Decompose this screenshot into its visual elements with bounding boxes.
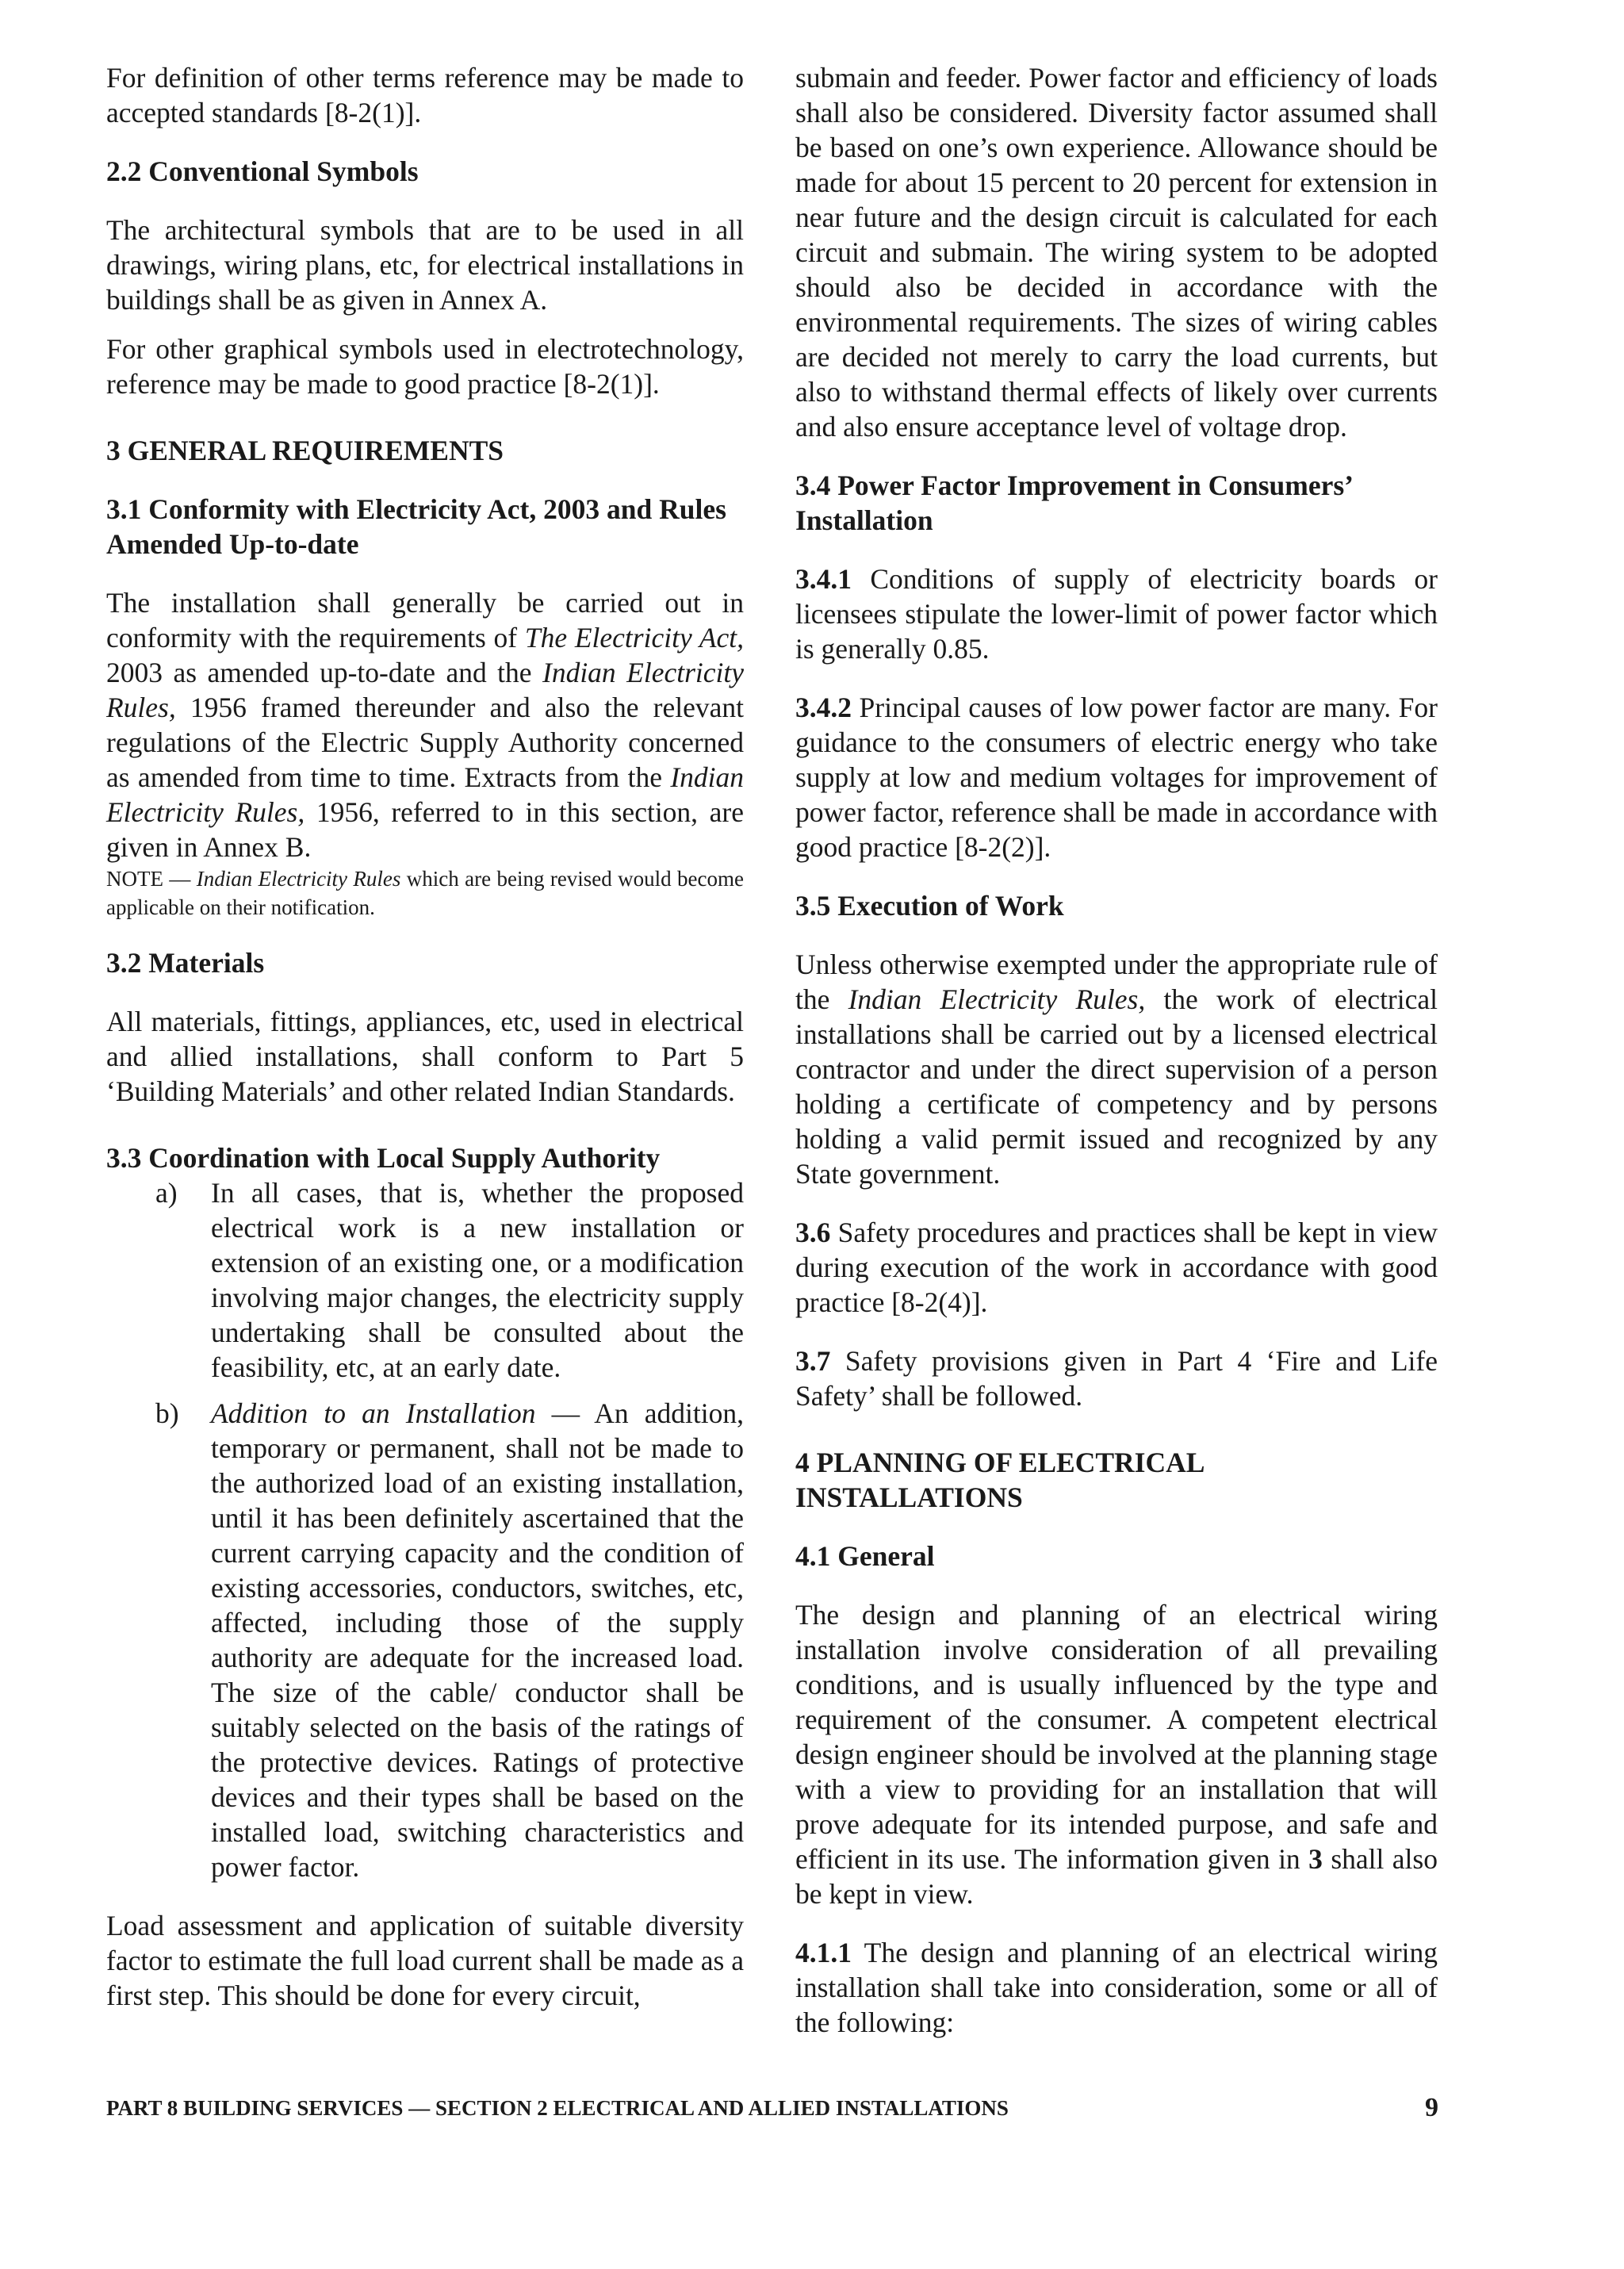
- paragraph-3-7: 3.7 Safety provisions given in Part 4 ‘Fire and Life Safety’ shall be followed.: [795, 1345, 1438, 1412]
- paragraph-graphical-symbols: For other graphical symbols used in electrotechnology, reference may be made to good practice [8-2(1)].: [106, 333, 744, 400]
- heading-3-4: 3.4 Power Factor Improvement in Consumers’ Installation: [795, 470, 1352, 536]
- right-column: [795, 60, 1438, 2040]
- page-footer: [106, 2094, 1438, 2122]
- paragraph-design-planning: The design and planning of an electrical wiring installation involve consideration of all prevailing conditions, and is usually influenced by the type and requirement of the consumer. A competent electrical design engineer should be involved at the planning stage with a view to providing for an installation that will prove adequate for its intended purpose, and safe and efficient in its use. The information given in 3 shall also be kept in view.: [795, 1599, 1438, 1910]
- heading-2-2: 2.2 Conventional Symbols: [106, 155, 419, 187]
- heading-4-planning: 4 PLANNING OF ELECTRICAL INSTALLATIONS: [795, 1447, 1204, 1513]
- coordination-list: [106, 1175, 744, 1884]
- footer-title: PART 8 BUILDING SERVICES — SECTION 2 ELECTRICAL AND ALLIED INSTALLATIONS: [106, 2096, 1009, 2120]
- paragraph-3-6: 3.6 Safety procedures and practices shall be kept in view during execution of the work in accordance with good practice [8-2(4)].: [795, 1217, 1438, 1318]
- paragraph-symbols: The architectural symbols that are to be used in all drawings, wiring plans, etc, for electrical installations in buildings shall be as given in Annex A.: [106, 214, 744, 316]
- list-item-b: b) Addition to an Installation — An addition, temporary or permanent, shall not be made to the authorized load of an existing installation, until it has been definitely ascertained that the current carrying capacity and the condition of existing accessories, conductors, switches, etc, affected, including those of the supply authority are adequate for the increased load. The size of the cable/ conductor shall be suitably selected on the basis of the ratings of the protective devices. Ratings of protective devices and their types shall be based on the installed load, switching characteristics and power factor.: [155, 1397, 744, 1883]
- paragraph-3-4-1: 3.4.1 Conditions of supply of electricity boards or licensees stipulate the lower-limit of power factor which is generally 0.85.: [795, 563, 1438, 665]
- left-column: [106, 60, 744, 2013]
- heading-4-1: 4.1 General: [795, 1540, 935, 1572]
- paragraph-submain: submain and feeder. Power factor and efficiency of loads shall also be considered. Diversity factor assumed shall be based on one’s own experience. Allowance should be made for about 15 percent to 20 percent for extension in near future and the design circuit is calculated for each circuit and submain. The wiring system to be adopted should also be decided in accordance with the environmental requirements. The sizes of wiring cables are decided not merely to carry the load currents, but also to withstand thermal effects of likely over currents and also ensure acceptance level of voltage drop.: [795, 62, 1438, 443]
- heading-3-2: 3.2 Materials: [106, 947, 265, 979]
- paragraph-conformity: The installation shall generally be carried out in conformity with the requirements of The Electricity Act, 2003 as amended up-to-date and the Indian Electricity Rules, 1956 framed thereunder and also the relevant regulations of the Electric Supply Authority concerned as amended from time to time. Extracts from the Indian Electricity Rules, 1956, referred to in this section, are given in Annex B.: [106, 587, 745, 863]
- note: NOTE — Indian Electricity Rules which are being revised would become applicable on their notification.: [106, 867, 744, 919]
- paragraph-materials: All materials, fittings, appliances, etc, used in electrical and allied installations, shall conform to Part 5 ‘Building Materials’ and other related Indian Standards.: [106, 1006, 744, 1107]
- list-item-a: a) In all cases, that is, whether the proposed electrical work is a new installation or extension of an existing one, or a modification involving major changes, the electricity supply undertaking shall be consulted about the feasibility, etc, at an early date.: [155, 1177, 744, 1383]
- paragraph-execution: Unless otherwise exempted under the appropriate rule of the Indian Electricity Rules, the work of electrical installations shall be carried out by a licensed electrical contractor and under the direct supervision of a person holding a certificate of competency and by persons holding a valid permit issued and recognized by any State government.: [795, 949, 1438, 1190]
- heading-3-5: 3.5 Execution of Work: [795, 890, 1064, 922]
- paragraph-load-assessment: Load assessment and application of suitable diversity factor to estimate the full load current shall be made as a first step. This should be done for every circuit,: [106, 1910, 744, 2011]
- heading-3-general-requirements: 3 GENERAL REQUIREMENTS: [106, 435, 504, 466]
- page-number: 9: [1425, 2093, 1438, 2122]
- paragraph-4-1-1: 4.1.1 The design and planning of an electrical wiring installation shall take into consideration, some or all of the following:: [795, 1937, 1438, 2038]
- heading-3-3: 3.3 Coordination with Local Supply Authority: [106, 1142, 661, 1174]
- paragraph-definitions: For definition of other terms reference may be made to accepted standards [8-2(1)].: [106, 62, 744, 128]
- paragraph-3-4-2: 3.4.2 Principal causes of low power factor are many. For guidance to the consumers of electric energy who take supply at low and medium voltages for improvement of power factor, reference shall be made in accordance with good practice [8-2(2)].: [795, 692, 1438, 863]
- heading-3-1: 3.1 Conformity with Electricity Act, 2003 and Rules Amended Up-to-date: [106, 493, 726, 560]
